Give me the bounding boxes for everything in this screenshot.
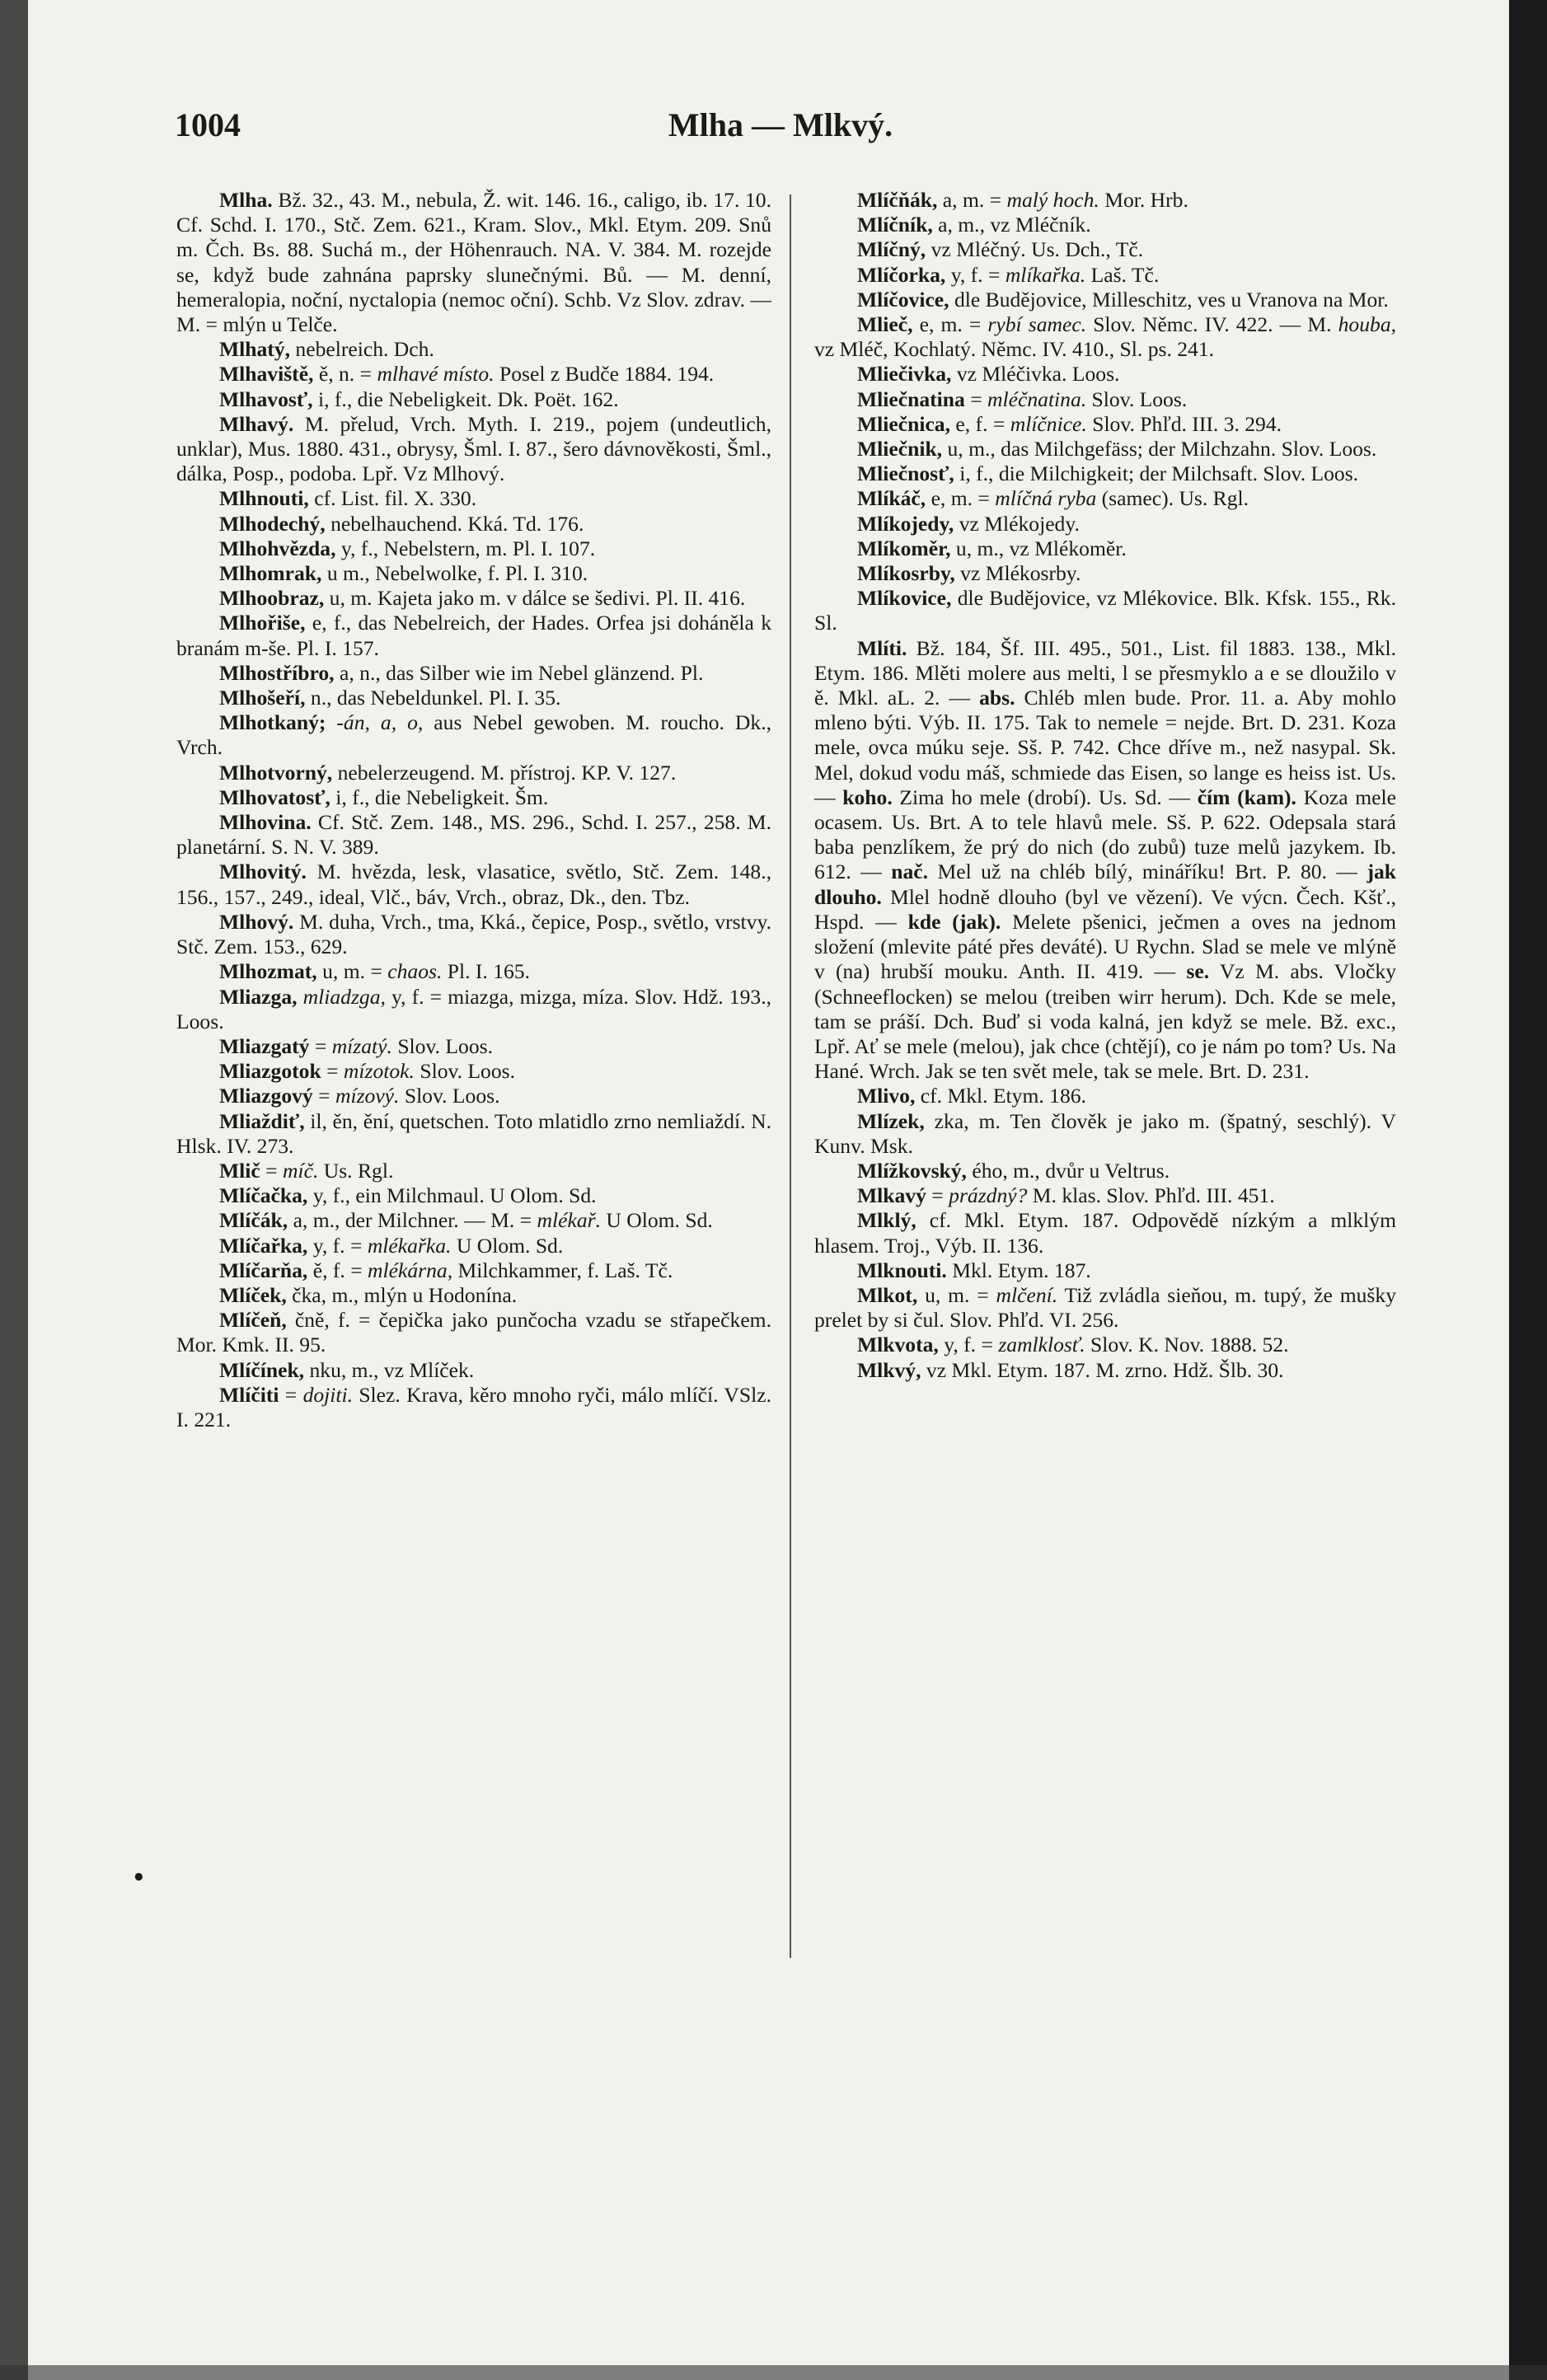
entry-text: vz Mlékojedy. (954, 511, 1080, 536)
dictionary-entry (814, 536, 1396, 561)
entry-italic: chaos. (387, 959, 443, 984)
entry-text: aus Nebel gewoben. M. roucho. Dk., Vrch. (176, 710, 772, 760)
entry-headword: Mlha. (219, 188, 273, 212)
entry-text: Us. Rgl. (318, 1158, 394, 1183)
entry-headword: Mlíčník, (857, 213, 933, 237)
entry-text: Milchkammer, f. Laš. Tč. (452, 1258, 673, 1282)
dictionary-entry (814, 586, 1396, 635)
dictionary-entry (176, 661, 771, 686)
entry-text: Pl. I. 165. (442, 959, 530, 984)
dictionary-entry (176, 1109, 771, 1159)
right-column (814, 188, 1396, 1383)
dictionary-entry (176, 512, 771, 536)
entry-headword: Mlíkojedy, (857, 511, 954, 536)
entry-headword: Mlíčák, (219, 1208, 288, 1233)
page-number: 1004 (175, 106, 241, 143)
entry-text: = (964, 387, 988, 411)
page-header (175, 105, 1386, 153)
entry-headword: Mlhodechý, (219, 511, 326, 536)
entry-text: = (926, 1183, 949, 1208)
entry-italic: rybí samec. (987, 312, 1087, 337)
entry-text: e, m. = (912, 312, 988, 337)
entry-headword: Mlklý, (857, 1208, 916, 1233)
dictionary-entry (176, 785, 771, 810)
entry-headword: Mlhovatosť, (219, 785, 330, 809)
entry-text: y, f. = (307, 1233, 368, 1258)
entry-text: U Olom. Sd. (600, 1208, 713, 1233)
entry-text: y, f., ein Milchmaul. U Olom. Sd. (307, 1183, 597, 1208)
entry-headword: Mlkavý (857, 1183, 926, 1208)
entry-headword: Mlič (219, 1158, 260, 1183)
dictionary-entry (176, 1358, 771, 1383)
entry-headword: Mlkot, (857, 1282, 918, 1307)
entry-headword: Mliečnatina (857, 387, 965, 411)
entry-spaced: nač. (891, 860, 929, 884)
dictionary-entry (176, 1308, 771, 1357)
entry-text: vz Mlékosrby. (954, 561, 1081, 586)
dictionary-entry (814, 1283, 1396, 1333)
entry-italic: mízatý. (331, 1033, 392, 1058)
entry-text: cf. Mkl. Etym. 187. Odpovědě nízkým a mlklým hlasem. Troj., Výb. II. 136. (814, 1208, 1396, 1258)
dictionary-entry (176, 1208, 771, 1233)
dictionary-entry (176, 561, 771, 586)
entry-spaced: se. (1186, 959, 1210, 984)
dictionary-entry (814, 1333, 1396, 1357)
entry-text: dle Budějovice, vz Mlékovice. Blk. Kfsk. 155., Rk. Sl. (814, 586, 1396, 635)
entry-text: Laš. Tč. (1085, 262, 1160, 287)
entry-headword: Mlhoobraz, (219, 586, 325, 611)
entry-text: i, f., die Milchigkeit; der Milchsaft. Slov. Loos. (954, 461, 1359, 486)
entry-headword: Mlhostříbro, (219, 660, 335, 685)
entry-text: ého, m., dvůr u Veltrus. (966, 1158, 1170, 1183)
entry-text: Slez. Krava, kěro mnoho ryči, málo mlíčí. VSlz. I. 221. (176, 1382, 771, 1431)
dictionary-entry (176, 1183, 771, 1208)
entry-text: vz Mléčný. Us. Dch., Tč. (926, 237, 1144, 262)
dictionary-entry (814, 1109, 1396, 1159)
entry-text: nebelerzeugend. M. přístroj. KP. V. 127. (332, 760, 677, 785)
entry-text: y, f. = miazga, mizga, míza. Slov. Hdž. 193., Loos. (176, 984, 771, 1033)
entry-text: vz Mkl. Etym. 187. M. zrno. Hdž. Šlb. 30. (921, 1357, 1284, 1382)
entry-text: M. klas. Slov. Phľd. III. 451. (1027, 1183, 1275, 1208)
entry-text: y, f., Nebelstern, m. Pl. I. 107. (335, 536, 596, 560)
entry-text: Mkl. Etym. 187. (946, 1258, 1091, 1282)
entry-text: Slov. Loos. (414, 1059, 516, 1084)
entry-text: nebelreich. Dch. (290, 337, 434, 362)
entry-text: Slov. Loos. (399, 1084, 500, 1108)
entry-italic: mlékárna, (368, 1258, 453, 1282)
entry-text: = (312, 1084, 335, 1108)
entry-text: nebelhauchend. Kká. Td. 176. (325, 511, 584, 536)
entry-text: y, f. = (945, 262, 1006, 287)
entry-spaced: koho. (842, 785, 893, 809)
entry-text: = (321, 1059, 344, 1084)
entry-text: u, m., vz Mlékoměr. (950, 536, 1127, 560)
entry-headword: Mlíčovice, (857, 287, 949, 312)
entry-headword: Mlhozmat, (219, 959, 317, 984)
entry-italic: mléčnatina. (987, 387, 1087, 411)
page-shadow-bottom (0, 2365, 1547, 2380)
entry-headword: Mlhošeří, (219, 686, 306, 710)
entry-spaced: kde (jak). (907, 909, 1001, 934)
entry-headword: Mliazgotok (219, 1059, 321, 1084)
entry-text: čně, f. = čepička jako punčocha vzadu se střapečkem. Mor. Kmk. II. 95. (176, 1308, 771, 1357)
entry-headword: Mlknouti. (857, 1258, 947, 1282)
entry-text: M. přelud, Vrch. Myth. I. 219., pojem (undeutlich, unklar), Mus. 1880. 431., obrysy, Šml. I. 87., šero dávnověkosti, Šml., dálka, Posp., podoba. Lpř. Vz Mlhový. (176, 411, 771, 486)
dictionary-entry (176, 611, 771, 660)
entry-spaced: jak dlouho. (814, 860, 1396, 909)
left-column (176, 188, 771, 1432)
dictionary-entry (176, 362, 771, 387)
entry-italic: mlékař. (537, 1208, 601, 1233)
entry-spaced: abs. (979, 686, 1015, 710)
entry-text: = (260, 1158, 283, 1183)
entry-italic: mlíkařka. (1005, 262, 1086, 287)
entry-italic: dojiti. (302, 1382, 353, 1407)
dictionary-entry (176, 710, 771, 760)
entry-headword: Mlhaviště, (219, 362, 314, 387)
entry-text: u, m. Kajeta jako m. v dálce se šedivi. Pl. II. 416. (324, 586, 746, 611)
entry-italic: mlékařka. (367, 1233, 452, 1258)
entry-text: Bž. 184, Šf. III. 495., 501., List. fil 1883. 138., Mkl. Etym. 186. Mlěti molere aus melti, l se přesmyklo a e se dloužilo v ě. Mkl. aL. 2. — (814, 635, 1396, 710)
entry-text: U Olom. Sd. (451, 1233, 564, 1258)
entry-text: zka, m. Ten člověk je jako m. (špatný, seschlý). V Kunv. Msk. (814, 1108, 1396, 1158)
entry-italic: mliadzga, (302, 984, 386, 1009)
dictionary-entry (176, 1258, 771, 1283)
dictionary-entry (814, 461, 1396, 486)
entry-text: Slov. Loos. (1086, 387, 1188, 411)
entry-headword: Mliazga, (219, 984, 298, 1009)
entry-italic: houba, (1338, 312, 1397, 337)
dictionary-entry (814, 1183, 1396, 1208)
dictionary-entry (176, 1034, 771, 1059)
entry-headword: Mlíček, (219, 1282, 287, 1307)
entry-text: n., das Nebeldunkel. Pl. I. 35. (305, 686, 561, 710)
entry-text: a, m., vz Mléčník. (932, 213, 1091, 237)
dictionary-entry (176, 810, 771, 860)
dictionary-entry (814, 362, 1396, 387)
dictionary-entry (176, 959, 771, 984)
entry-text: u, m. = (917, 1282, 996, 1307)
dictionary-entry (814, 188, 1396, 213)
entry-italic: -án, a, o, (336, 710, 424, 735)
dictionary-entry (176, 860, 771, 909)
dictionary-entry (176, 686, 771, 710)
page-shadow-left (0, 0, 28, 2380)
dictionary-entry (176, 1084, 771, 1108)
entry-text: Vz M. abs. Vločky (Schneeflocken) se melou (treiben wirr herum). Dch. Kde se mele, tam se práší. Dch. Buď si voda kalná, jen když se mele. Bž. exc., Lpř. Ať se mele (melou), jak chce (chtějí), co je nám po tom? Us. Na Hané. Wrch. Jak se ten svět mele, tak se mele. Brt. D. 231. (814, 959, 1396, 1084)
entry-text: i, f., die Nebeligkeit. Šm. (330, 785, 549, 809)
entry-headword: Mlíčňák, (857, 188, 938, 212)
dictionary-entry (176, 761, 771, 785)
entry-text: = (309, 1033, 332, 1058)
entry-text: u m., Nebelwolke, f. Pl. I. 310. (321, 561, 588, 586)
entry-text: M. hvězda, lesk, vlasatice, světlo, Stč. Zem. 148., 156., 157., 249., ideal, Vlč., báv, Vrch., obraz, Dk., den. Tbz. (176, 860, 771, 909)
entry-italic: mízový. (335, 1084, 400, 1108)
entry-text: i, f., die Nebeligkeit. Dk. Poët. 162. (312, 387, 619, 411)
dictionary-entry (814, 263, 1396, 288)
entry-headword: Mlhatý, (219, 337, 291, 362)
entry-text: čka, m., mlýn u Hodonína. (286, 1282, 518, 1307)
dictionary-entry (814, 312, 1396, 362)
entry-headword: Mlíti. (857, 635, 907, 660)
dictionary-entry (176, 1383, 771, 1432)
dictionary-entry (814, 1159, 1396, 1183)
entry-text: Chléb mlen bude. Pror. 11. a. Aby mohlo mleno býti. Výb. II. 175. Tak to nemele = nejde. Brt. D. 231. Koza mele, ovca múku seje. Sš. P. 742. Chce dříve m., než nasypal. Sk. Mel, dokud vodu máš, schmiede das Eisen, so lange es heiss ist. Us. — (814, 686, 1396, 809)
entry-headword: Mlížkovský, (857, 1158, 967, 1183)
dictionary-entry (814, 1258, 1396, 1283)
dictionary-entry (814, 437, 1396, 461)
dictionary-entry (176, 1159, 771, 1183)
entry-headword: Mlhnouti, (219, 486, 309, 511)
entry-headword: Mlíkáč, (857, 486, 926, 511)
entry-text: = (279, 1382, 303, 1407)
dictionary-entry (176, 412, 771, 487)
entry-text: Cf. Stč. Zem. 148., MS. 296., Schd. I. 257., 258. M. planetární. S. N. V. 389. (176, 810, 771, 860)
entry-text: u, m. = (316, 959, 388, 984)
dictionary-entry (176, 910, 771, 959)
entry-headword: Mlhavosť, (219, 387, 313, 411)
dictionary-entry (814, 561, 1396, 586)
dictionary-entry (814, 486, 1396, 511)
entry-headword: Mlíčínek, (219, 1357, 305, 1382)
entry-italic: mlčení. (996, 1282, 1058, 1307)
entry-headword: Mliazgatý (219, 1033, 310, 1058)
dictionary-entry (814, 288, 1396, 312)
entry-text: a, m., der Milchner. — M. = (288, 1208, 537, 1233)
entry-text: Mor. Hrb. (1099, 188, 1188, 212)
entry-text: cf. List. fil. X. 330. (308, 486, 477, 511)
entry-text: dle Budějovice, Milleschitz, ves u Vranova na Mor. (949, 287, 1389, 312)
entry-headword: Mlkvota, (857, 1333, 939, 1357)
entry-text: vz Mléč, Kochlatý. Němc. IV. 410., Sl. ps. 241. (814, 337, 1215, 362)
entry-text: vz Mléčivka. Loos. (951, 362, 1120, 387)
entry-italic: míč. (282, 1158, 319, 1183)
entry-text: M. duha, Vrch., tma, Kká., čepice, Posp., světlo, vrstvy. Stč. Zem. 153., 629. (176, 909, 771, 959)
entry-headword: Mliečnica, (857, 411, 950, 436)
entry-text: Mlel hodně dlouho (byl ve vězení). Ve výcn. Čech. Kšť., Hspd. — (814, 884, 1396, 934)
entry-headword: Mlivo, (857, 1084, 916, 1108)
margin-mark: • (132, 1866, 146, 1890)
entry-italic: malý hoch. (1006, 188, 1099, 212)
entry-headword: Mlíkovice, (857, 586, 952, 611)
entry-italic: zamlklosť. (998, 1333, 1085, 1357)
entry-text: cf. Mkl. Etym. 186. (915, 1084, 1086, 1108)
dictionary-entry (176, 1283, 771, 1308)
entry-headword: Mlíčiti (219, 1382, 279, 1407)
entry-text: ě, f. = (307, 1258, 368, 1282)
entry-text: Zima ho mele (drobí). Us. Sd. — (892, 785, 1198, 809)
dictionary-entry (176, 536, 771, 561)
entry-text: Melete pšenici, ječmen a oves na jednom složení (mlevite páté přes deváté). U Rychn. Slad se mele ve mlýně v (na) hrubší mouku. Anth. II. 419. — (814, 909, 1396, 984)
entry-headword: Mlhotkaný; (219, 710, 326, 735)
entry-headword: Mlhovina. (219, 810, 312, 835)
entry-text: Slov. K. Nov. 1888. 52. (1085, 1333, 1289, 1357)
dictionary-entry (814, 512, 1396, 536)
entry-headword: Mlhohvězda, (219, 536, 336, 560)
entry-headword: Mlhovitý. (219, 860, 307, 884)
entry-text: y, f. = (938, 1333, 999, 1357)
entry-headword: Mlhavý. (219, 411, 294, 436)
dictionary-entry (814, 1084, 1396, 1108)
entry-headword: Mlieč, (857, 312, 913, 337)
entry-headword: Mlíčný, (857, 237, 926, 262)
entry-italic: mlíčná ryba (995, 486, 1097, 511)
dictionary-entry (814, 213, 1396, 237)
entry-italic: mízotok. (343, 1059, 415, 1084)
entry-text: Mel už na chléb bílý, mináříku! Brt. P. 80. — (928, 860, 1367, 884)
dictionary-entry (176, 188, 771, 337)
entry-headword: Mlíkoměr, (857, 536, 951, 560)
dictionary-entry (176, 985, 771, 1034)
entry-spaced: čím (kam). (1197, 785, 1296, 809)
column-divider (790, 194, 791, 1958)
dictionary-entry (176, 486, 771, 511)
entry-text (326, 710, 336, 734)
dictionary-entry (814, 237, 1396, 262)
entry-text: e, f. = (950, 411, 1010, 436)
dictionary-entry (814, 412, 1396, 437)
entry-headword: Mlhový. (219, 909, 294, 934)
page-shadow-right (1509, 0, 1547, 2380)
entry-headword: Mlhomrak, (219, 561, 322, 586)
entry-headword: Mlíčařka, (219, 1233, 308, 1258)
entry-text: u, m., das Milchgefäss; der Milchzahn. Slov. Loos. (942, 437, 1377, 461)
running-head: Mlha — Mlkvý. (668, 106, 893, 143)
dictionary-entry (814, 636, 1396, 1085)
entry-headword: Mlíčorka, (857, 262, 946, 287)
entry-text: Tiž zvládla sieňou, m. tupý, že mušky prelet by si čul. Slov. Phľd. VI. 256. (814, 1282, 1396, 1333)
entry-headword: Mlhořiše, (219, 611, 306, 635)
entry-text (298, 985, 303, 1009)
entry-headword: Mlíčeň, (219, 1308, 287, 1333)
entry-text: nku, m., vz Mlíček. (304, 1357, 475, 1382)
dictionary-entry (176, 1234, 771, 1258)
entry-text: e, m. = (926, 486, 996, 511)
entry-text: Koza mele ocasem. Us. Brt. A to tele hlavů mele. Sš. P. 622. Odepsala stará baba penzlíkem, že prý do nich (do zubů) tuze melů jazykem. Ib. 612. — (814, 785, 1396, 884)
entry-headword: Mlízek, (857, 1108, 925, 1133)
entry-text: Posel z Budče 1884. 194. (494, 362, 715, 387)
entry-headword: Mlhotvorný, (219, 760, 333, 785)
dictionary-entry (176, 387, 771, 412)
entry-text: Slov. Phľd. III. 3. 294. (1086, 411, 1282, 436)
dictionary-entry (814, 1208, 1396, 1258)
entry-italic: mlíčnice. (1010, 411, 1087, 436)
entry-text: il, ěn, ění, quetschen. Toto mlatidlo zrno nemliaždí. N. Hlsk. IV. 273. (176, 1108, 771, 1158)
entry-italic: mlhavé místo. (377, 362, 495, 387)
entry-headword: Mliaždiť, (219, 1108, 305, 1133)
entry-text: (samec). Us. Rgl. (1096, 486, 1249, 511)
entry-headword: Mliečnik, (857, 437, 943, 461)
entry-text: Slov. Němc. IV. 422. — M. (1086, 312, 1338, 337)
entry-headword: Mlíkosrby, (857, 561, 955, 586)
entry-headword: Mliečnosť, (857, 461, 954, 486)
dictionary-entry (176, 586, 771, 611)
entry-headword: Mlkvý, (857, 1357, 921, 1382)
entry-headword: Mlíčačka, (219, 1183, 308, 1208)
dictionary-entry (176, 337, 771, 362)
entry-text: Bž. 32., 43. M., nebula, Ž. wit. 146. 16., caligo, ib. 17. 10. Cf. Schd. I. 170., Stč. Zem. 621., Kram. Slov., Mkl. Etym. 209. Snů m. Čch. Bs. 88. Suchá m., der Höhenrauch. NA. V. 384. M. rozejde se, když bude zahnána paprsky slunečnými. Bů. — M. denní, hemeralopia, noční, nyctalopia (nemoc oční). Schb. Vz Slov. zdrav. — M. = mlýn u Telče. (176, 188, 771, 337)
entry-text: ě, n. = (313, 362, 377, 387)
entry-text: Slov. Loos. (391, 1033, 493, 1058)
dictionary-entry (176, 1059, 771, 1084)
entry-text: e, f., das Nebelreich, der Hades. Orfea jsi doháněla k branám m-še. Pl. I. 157. (176, 611, 771, 660)
entry-text: a, n., das Silber wie im Nebel glänzend. Pl. (334, 660, 704, 685)
entry-italic: prázdný? (949, 1183, 1028, 1208)
entry-headword: Mlíčarňa, (219, 1258, 308, 1282)
entry-headword: Mliečivka, (857, 362, 952, 387)
dictionary-entry (814, 1358, 1396, 1383)
dictionary-entry (814, 387, 1396, 412)
entry-text: a, m. = (937, 188, 1007, 212)
entry-headword: Mliazgový (219, 1084, 313, 1108)
